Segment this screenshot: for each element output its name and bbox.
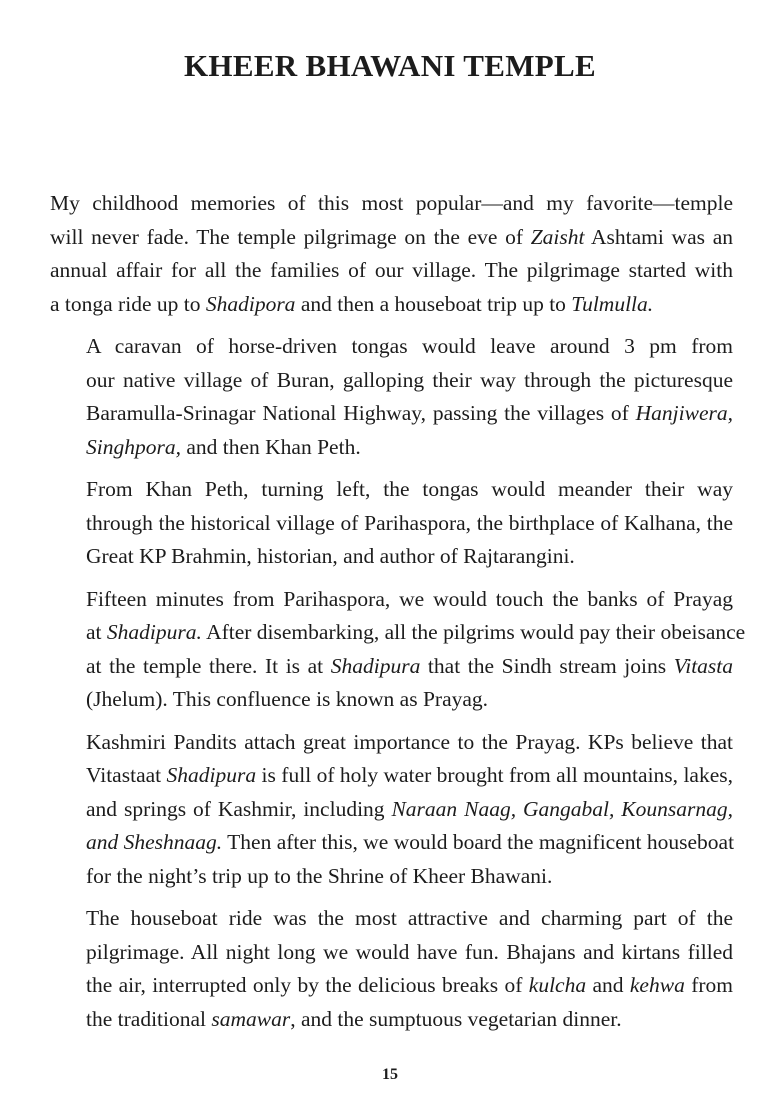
text-line — [50, 650, 733, 684]
italic-text: Shadipura. — [106, 620, 202, 644]
paragraph — [50, 902, 733, 1036]
text-run: Kashmiri Pandits attach great importance to the Prayag. KPs believe that — [86, 729, 733, 754]
italic-text: kehwa — [629, 973, 685, 997]
text-run: A caravan of horse-driven tongas would leave around 3 pm from — [86, 334, 733, 358]
text-line — [50, 826, 733, 860]
italic-text: Hanjiwera, — [635, 401, 733, 425]
italic-text: Zaisht — [530, 224, 585, 249]
text-run: (Jhelum). This confluence is known as Prayag. — [86, 687, 489, 711]
italic-text: Shadipura — [166, 763, 257, 787]
text-run: will never fade. The temple pilgrimage on the eve of — [50, 224, 531, 249]
italic-text: Naraan Naag, Gangabal, Kounsarnag, — [391, 796, 733, 821]
page-number: 15 — [382, 1066, 398, 1083]
text-line — [50, 726, 733, 760]
text-line — [50, 969, 733, 1003]
body-text — [50, 187, 746, 1045]
text-run: Great KP Brahmin, historian, and author of Rajtarangini. — [86, 544, 575, 568]
paragraph — [50, 726, 733, 894]
italic-text: samawar — [211, 1006, 291, 1031]
text-run: the traditional — [86, 1006, 212, 1031]
text-run: , and the sumptuous vegetarian dinner. — [290, 1006, 622, 1031]
text-line — [50, 288, 733, 322]
text-line — [50, 221, 733, 255]
paragraph — [50, 583, 746, 717]
text-run: is full of holy water brought from all mountains, lakes, — [256, 763, 734, 787]
text-run: pilgrimage. All night long we would have fun. Bhajans and kirtans filled — [86, 939, 733, 964]
text-line — [50, 860, 733, 894]
text-run: and springs of Kashmir, including — [86, 796, 392, 821]
text-line — [50, 616, 746, 650]
paragraph — [50, 473, 733, 574]
text-line — [50, 683, 733, 717]
text-run: that the Sindh stream joins — [420, 653, 674, 678]
text-run: From Khan Peth, turning left, the tongas would meander their way — [86, 477, 733, 501]
text-line — [50, 759, 733, 793]
italic-text: Shadipora — [205, 291, 296, 316]
italic-text: kulcha — [528, 973, 587, 997]
paragraph — [50, 330, 733, 464]
text-run: and then Khan Peth. — [180, 434, 361, 459]
text-line — [50, 473, 733, 507]
text-line — [50, 936, 733, 970]
text-line — [50, 431, 733, 465]
text-run: The houseboat ride was the most attractive and charming part of the — [86, 906, 733, 930]
italic-text: Shadipura — [330, 653, 421, 678]
text-run: at the temple there. It is at — [86, 653, 331, 678]
text-line — [50, 330, 733, 364]
text-line — [50, 540, 733, 574]
text-line — [50, 793, 733, 827]
text-run: Ashtami was an — [584, 224, 733, 249]
text-run: at — [86, 620, 107, 644]
text-run: for the night’s trip up to the Shrine of Kheer Bhawani. — [86, 863, 553, 888]
text-run: Fifteen minutes from Parihaspora, we would touch the banks of Prayag — [86, 586, 733, 611]
text-run: and then a houseboat trip up to — [295, 291, 572, 316]
text-run: the air, interrupted only by the delicious breaks of — [86, 973, 529, 997]
italic-text: Vitasta — [673, 653, 734, 678]
italic-text: Tulmulla. — [571, 291, 654, 316]
italic-text: Singhpora, — [86, 434, 181, 459]
text-line — [50, 254, 733, 288]
text-run: from — [684, 973, 733, 997]
chapter-title: KHEER BHAWANI TEMPLE — [184, 48, 596, 83]
text-run: our native village of Buran, galloping their way through the picturesque — [86, 367, 733, 392]
text-line — [50, 902, 733, 936]
text-line — [50, 397, 733, 431]
text-line — [50, 507, 733, 541]
text-run: a tonga ride up to — [50, 291, 206, 316]
text-run: Then after this, we would board the magnificent houseboat — [222, 830, 735, 854]
italic-text: and Sheshnaag. — [86, 830, 223, 854]
text-run: After disembarking, all the pilgrims would pay their obeisance — [201, 620, 746, 644]
paragraph — [50, 187, 733, 321]
text-line — [50, 187, 733, 221]
text-line — [50, 583, 733, 617]
text-line — [50, 1003, 733, 1037]
text-run: My childhood memories of this most popular—and my favorite—temple — [50, 191, 733, 215]
text-run: annual affair for all the families of our village. The pilgrimage started with — [50, 258, 733, 282]
text-run: and — [586, 973, 630, 997]
text-line — [50, 364, 733, 398]
text-run: Baramulla-Srinagar National Highway, passing the villages of — [86, 401, 636, 425]
text-run: Vitastaat — [86, 763, 167, 787]
text-run: through the historical village of Parihaspora, the birthplace of Kalhana, the — [86, 510, 733, 535]
